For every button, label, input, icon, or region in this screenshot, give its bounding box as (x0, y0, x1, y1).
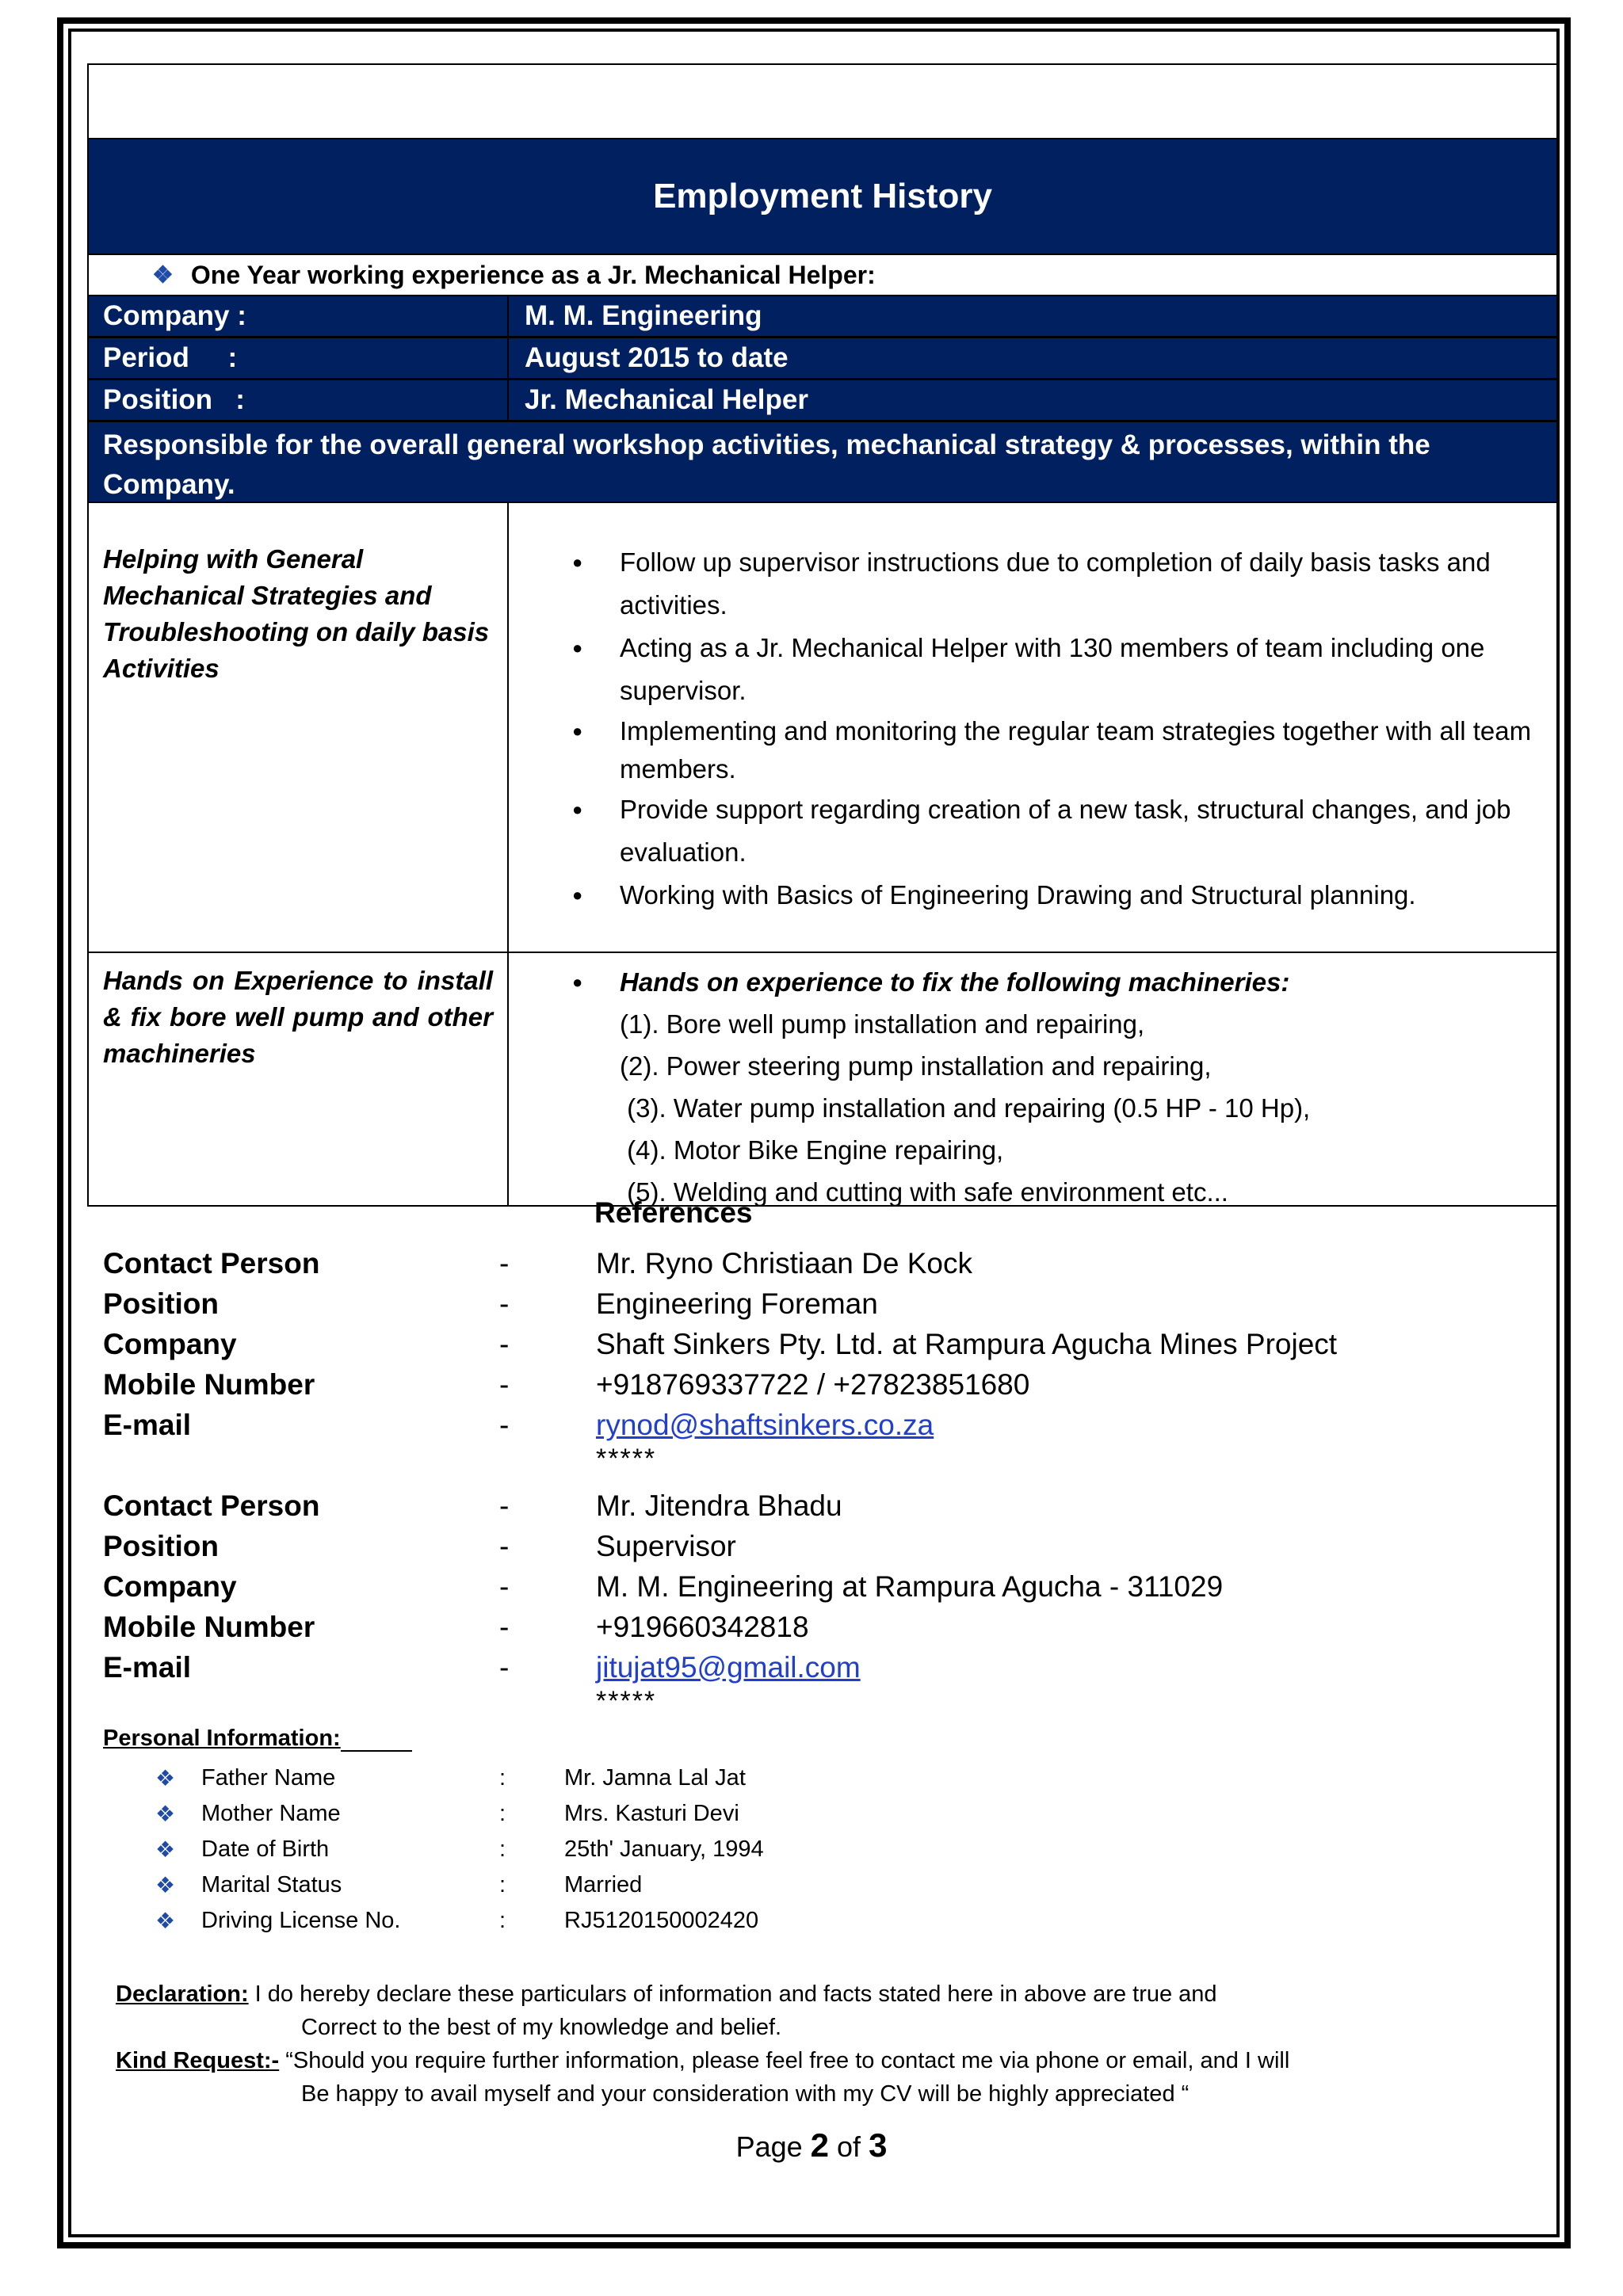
field-label: Company (103, 1328, 237, 1360)
job-value: Jr. Mechanical Helper (525, 384, 808, 415)
dash: - (499, 1489, 510, 1522)
dash: - (499, 1247, 510, 1280)
job-label: Company : (89, 296, 509, 336)
duty-label: Hands on Experience to install & fix bore well pump and other machineries (89, 953, 509, 1205)
separator-stars: ***** (596, 1686, 657, 1716)
ref2-company-row (103, 1567, 1223, 1607)
diamond-bullet-icon: ❖ (155, 1765, 176, 1791)
list-item: (4). Motor Bike Engine repairing, (620, 1135, 1004, 1165)
field-label: Date of Birth (201, 1836, 330, 1862)
field-label: E-mail (103, 1409, 192, 1441)
field-label: Contact Person (103, 1247, 320, 1280)
field-label: Father Name (201, 1764, 336, 1791)
field-value: Shaft Sinkers Pty. Ltd. at Rampura Agucha Mines Project (596, 1328, 1338, 1360)
field-value: RJ5120150002420 (564, 1907, 759, 1933)
dash: - (499, 1611, 510, 1643)
list-item: (5). Welding and cutting with safe environment etc... (620, 1177, 1228, 1207)
personal-info-title-text: Personal Information: (103, 1726, 341, 1751)
list-item: ● Implementing and monitoring the regular team strategies together with all team members. (620, 712, 1541, 788)
page-total: 3 (869, 2126, 888, 2164)
ref2-position-row (103, 1527, 736, 1566)
declaration (116, 1978, 1217, 2044)
personal-row (155, 1867, 642, 1902)
ref2-contact-row (103, 1486, 842, 1526)
personal-row (155, 1796, 739, 1831)
diamond-bullet-icon: ❖ (155, 1836, 176, 1862)
machinery-heading: ● Hands on experience to fix the following machineries: (620, 961, 1541, 1003)
diamond-bullet-icon: ❖ (152, 261, 174, 288)
list-item: ● Acting as a Jr. Mechanical Helper with 130 members of team including one supervisor. (620, 627, 1541, 712)
dash: - (499, 1368, 510, 1401)
personal-row (155, 1903, 758, 1938)
ref2-mobile-row (103, 1608, 809, 1647)
field-value: +919660342818 (596, 1611, 809, 1643)
job-value: M. M. Engineering (525, 300, 762, 331)
duty-details (509, 503, 1556, 952)
declaration-line2: Correct to the best of my knowledge and belief. (301, 2015, 782, 2040)
field-value: Supervisor (596, 1530, 736, 1562)
colon: : (499, 1800, 506, 1826)
kind-request-label: Kind Request:- (116, 2048, 280, 2073)
page-word: Page (735, 2130, 803, 2163)
ref1-company-row (103, 1325, 1337, 1364)
field-label: Position (103, 1287, 219, 1320)
job-row-position (89, 380, 1556, 422)
field-label: Contact Person (103, 1489, 320, 1522)
duty-row-general (89, 503, 1556, 953)
declaration-line1: I do hereby declare these particulars of information and facts stated here in above are true and (248, 1981, 1217, 2007)
field-value: Mr. Jamna Lal Jat (564, 1764, 746, 1791)
job-label: Position : (89, 380, 509, 420)
field-label: Mobile Number (103, 1368, 315, 1401)
kind-request (116, 2044, 1289, 2111)
ref1-position-row (103, 1284, 878, 1324)
ref2-email-row (103, 1648, 861, 1688)
job-label: Period : (89, 338, 509, 378)
list-item: ● Follow up supervisor instructions due to completion of daily basis tasks and activities. (620, 541, 1541, 627)
kind-request-line1: “Should you require further information, please feel free to contact me via phone or email, and I will (279, 2048, 1290, 2073)
field-label: Mother Name (201, 1800, 341, 1826)
ref1-mobile-row (103, 1365, 1029, 1405)
dash: - (499, 1651, 510, 1684)
colon: : (499, 1871, 506, 1897)
separator-stars: ***** (596, 1444, 657, 1474)
page-of: of (837, 2130, 861, 2163)
title-underline (341, 1733, 412, 1752)
ref1-email-row (103, 1405, 934, 1445)
field-value: Married (564, 1871, 643, 1897)
dash: - (499, 1409, 510, 1441)
responsibility-row: Responsible for the overall general workshop activities, mechanical strategy & processes, within the Company. (89, 422, 1556, 503)
field-label: Company (103, 1570, 237, 1603)
field-label: E-mail (103, 1651, 192, 1684)
field-label: Mobile Number (103, 1611, 315, 1643)
declaration-label: Declaration: (116, 1981, 249, 2007)
kind-request-line2: Be happy to avail myself and your consideration with my CV will be highly appreciated “ (301, 2081, 1190, 2107)
dash: - (499, 1287, 510, 1320)
field-value: Engineering Foreman (596, 1287, 878, 1320)
field-value: M. M. Engineering at Rampura Agucha - 311029 (596, 1570, 1224, 1603)
field-label: Marital Status (201, 1871, 342, 1897)
duty-details (509, 953, 1556, 1205)
personal-info-title (103, 1726, 412, 1752)
field-value: Mrs. Kasturi Devi (564, 1800, 739, 1826)
email-link[interactable]: rynod@shaftsinkers.co.za (596, 1409, 934, 1441)
employment-table (87, 63, 1558, 1207)
dash: - (499, 1570, 510, 1603)
field-value (596, 1651, 861, 1684)
list-item: ● Working with Basics of Engineering Drawing and Structural planning. (620, 874, 1541, 917)
field-label: Position (103, 1530, 219, 1562)
ref1-contact-row (103, 1244, 972, 1283)
duty-label: Helping with General Mechanical Strategies and Troubleshooting on daily basis Activities (89, 503, 509, 952)
blank-row (89, 65, 1556, 139)
diamond-bullet-icon: ❖ (155, 1908, 176, 1933)
job-row-company (89, 296, 1556, 338)
field-label: Driving License No. (201, 1907, 401, 1933)
job-value: August 2015 to date (525, 342, 789, 373)
dash: - (499, 1328, 510, 1360)
field-value: +918769337722 / +27823851680 (596, 1368, 1030, 1401)
list-item: (3). Water pump installation and repairing (0.5 HP - 10 Hp), (620, 1093, 1311, 1123)
personal-row (155, 1832, 764, 1867)
job-row-period (89, 338, 1556, 380)
personal-row (155, 1760, 746, 1795)
list-item: (2). Power steering pump installation and repairing, (620, 1051, 1212, 1081)
field-value: 25th' January, 1994 (564, 1836, 764, 1862)
colon: : (499, 1907, 506, 1933)
dash: - (499, 1530, 510, 1562)
page-current: 2 (810, 2126, 830, 2164)
colon: : (499, 1836, 506, 1862)
diamond-bullet-icon: ❖ (155, 1872, 176, 1897)
duty-bullet-list (620, 541, 1541, 917)
experience-heading-text: One Year working experience as a Jr. Mechanical Helper: (190, 260, 876, 289)
colon: : (499, 1764, 506, 1791)
list-item: ● Provide support regarding creation of a new task, structural changes, and job evaluation. (620, 788, 1541, 874)
duty-row-machinery (89, 953, 1556, 1205)
experience-heading (89, 255, 1556, 296)
references-title: References (594, 1196, 753, 1229)
list-item: (1). Bore well pump installation and repairing, (620, 1009, 1145, 1039)
field-value: Mr. Ryno Christiaan De Kock (596, 1247, 973, 1280)
field-value (596, 1409, 934, 1442)
section-title: Employment History (89, 139, 1556, 255)
diamond-bullet-icon: ❖ (155, 1801, 176, 1826)
email-link[interactable]: jitujat95@gmail.com (596, 1651, 861, 1684)
page-footer (0, 2126, 1623, 2164)
field-value: Mr. Jitendra Bhadu (596, 1489, 842, 1522)
